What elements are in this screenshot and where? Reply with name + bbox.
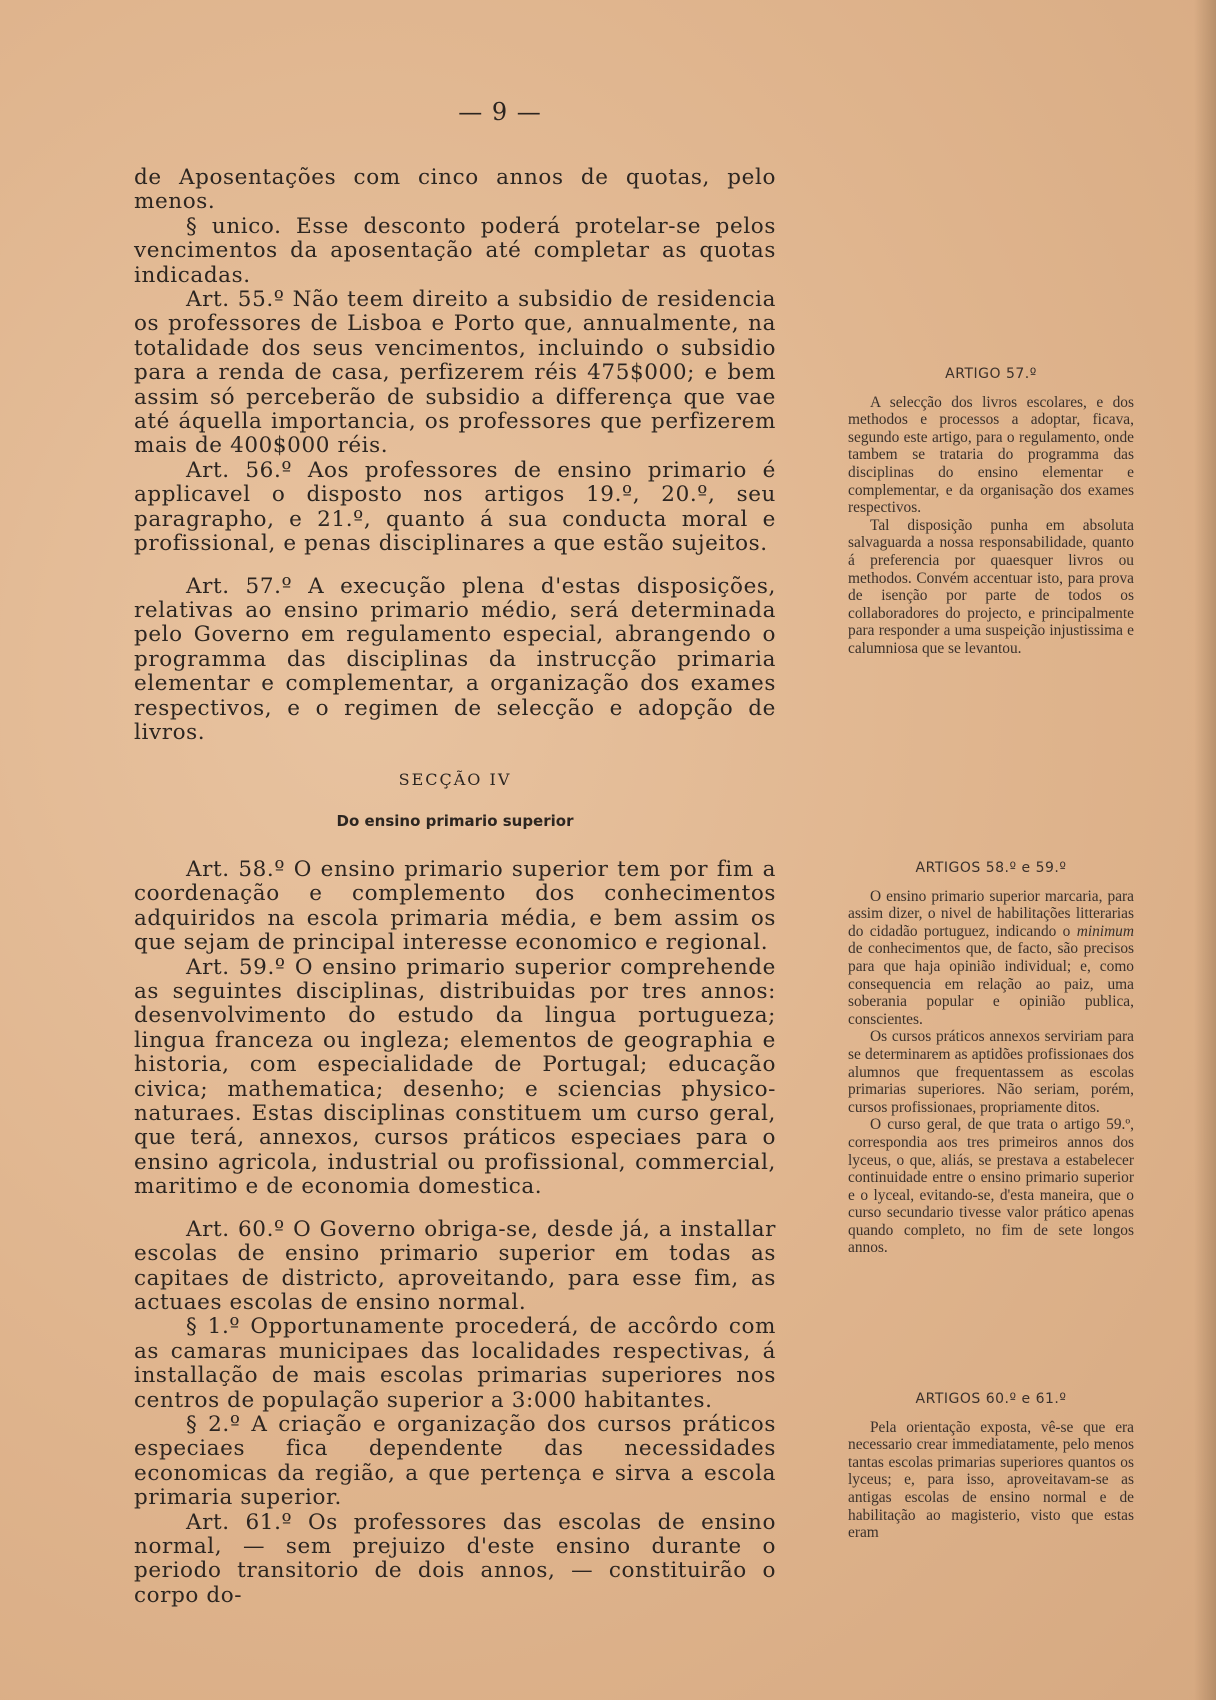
side-note-paragraph: Tal disposição punha em absoluta salvaguarda a nossa responsabilidade, quanto á preferencia por quaesquer livros ou methodos. Convém accentuar isto, para prova de isenção por parte de todos os collaboradores do projecto, e principalmente para responder a uma suspeição injustissima e calumniosa que se levantou. [848, 516, 1134, 657]
side-note-paragraph [848, 888, 1134, 1029]
paragraph-art-59: Art. 59.º O ensino primario superior comprehende as seguintes disciplinas, distribuidas por tres annos: desenvolvimento do estudo da lingua portugueza; lingua franceza ou ingleza; elementos de geographia e historia, com especialidade de Portugal; educação civica; mathematica; desenho; e sciencias physico-naturaes. Estas disciplinas constituem um curso geral, que terá, annexos, cursos práticos especiaes para o ensino agricola, industrial ou profissional, commercial, maritimo e de economia domestica. [134, 954, 776, 1200]
main-text-upper [134, 166, 776, 745]
side-note-paragraph: A selecção dos livros escolares, e dos methodos e processos a adoptar, ficava, segundo este artigo, para o regulamento, onde tambem se trataria do programma das disciplinas do ensino elementar e complementar, e da organisação dos exames respectivos. [848, 393, 1134, 517]
side-note-artigo-57 [848, 366, 1134, 658]
side-note-paragraph: O curso geral, de que trata o artigo 59.º, correspondia aos tres primeiros annos dos lyceus, o que, aliás, se prestava a estabelecer continuidade entre o ensino primario superior e o lyceal, evitando-se, d'esta maneira, que o curso secundario tivesse valor prático apenas quando completo, no fim de sete longos annos. [848, 1116, 1134, 1257]
side-note-artigos-58-59 [848, 860, 1134, 1257]
page-edge-shadow [1194, 0, 1216, 1700]
side-note-paragraph: Pela orientação exposta, vê-se que era necessario crear immediatamente, pelo menos tantas escolas primarias superiores quantos os lyceus; e, para isso, aproveitavam-se as antigas escolas de ensino normal e de habilitação ao magisterio, visto que estas eram [848, 1418, 1134, 1542]
section-subtitle: Do ensino primario superior [336, 812, 574, 830]
paragraph-art-61: Art. 61.º Os professores das escolas de ensino normal, — sem prejuizo d'este ensino durante o periodo transitorio de dois annos, — constituirão o corpo do- [134, 1509, 776, 1608]
paragraph-art-60: Art. 60.º O Governo obriga-se, desde já, a installar escolas de ensino primario superior em todas as capitaes de districto, aproveitando, para esse fim, as actuaes escolas de ensino normal. [134, 1216, 776, 1315]
side-note-text: O ensino primario superior marcaria, para assim dizer, o nivel de habilitações litterarias do cidadão portuguez, indicando o [848, 887, 1134, 940]
paragraph-art-58: Art. 58.º O ensino primario superior tem por fim a coordenação e complemento dos conhecimentos adquiridos na escola primaria média, e bem assim os que sejam de principal interesse economico e regional. [134, 857, 776, 956]
side-note-heading: ARTIGOS 60.º e 61.º [915, 1391, 1067, 1407]
paragraph-unico: § unico. Esse desconto poderá protelar-se pelos vencimentos da aposentação até completar as quotas indicadas. [134, 213, 776, 288]
side-note-italic-term: minimum [1076, 922, 1134, 940]
side-note-artigos-60-61 [848, 1391, 1134, 1542]
paragraph-art-55: Art. 55.º Não teem direito a subsidio de residencia os professores de Lisboa e Porto que, annualmente, na totalidade dos seus vencimentos, incluindo o subsidio para a renda de casa, perfizerem réis 475$000; e bem assim só perceberão de subsidio a differença que vae até áquella importancia, os professores que perfizerem mais de 400$000 réis. [134, 287, 776, 459]
main-text-lower [134, 858, 776, 1608]
section-title: SECÇÃO IV [398, 770, 512, 789]
paragraph-art-56: Art. 56.º Aos professores de ensino primario é applicavel o disposto nos artigos 19.º, 20.º, seu paragrapho, e 21.º, quanto á sua conducta moral e profissional, e penas disciplinares a que estão sujeitos. [134, 457, 776, 557]
page-number: — 9 — [458, 98, 542, 126]
paragraph-continuation: de Aposentações com cinco annos de quotas, pelo menos. [134, 165, 776, 215]
side-note-heading: ARTIGO 57.º [945, 366, 1037, 382]
side-note-text: de conhecimentos que, de facto, são precisos para que haja opinião individual; e, como consequencia em relação ao paiz, uma soberania popular e opinião publica, conscientes. [848, 940, 1134, 1028]
paragraph-art-60-par-1: § 1.º Opportunamente procederá, de accôrdo com as camaras municipaes das localidades respectivas, á installação de mais escolas primarias superiores nos centros de população superior a 3:000 habitantes. [134, 1314, 776, 1413]
paragraph-art-60-par-2: § 2.º A criação e organização dos cursos práticos especiaes fica dependente das necessidades economicas da região, a que pertença e sirva a escola primaria superior. [134, 1411, 776, 1511]
side-note-paragraph: Os cursos práticos annexos serviriam para se determinarem as aptidões profissionaes dos alumnos que frequentassem as escolas primarias superiores. Não seriam, porém, cursos profissionaes, propriamente ditos. [848, 1028, 1134, 1116]
paragraph-art-57: Art. 57.º A execução plena d'estas disposições, relativas ao ensino primario médio, será determinada pelo Governo em regulamento especial, abrangendo o programma das disciplinas da instrucção primaria elementar e complementar, a organização dos exames respectivos, e o regimen de selecção e adopção de livros. [134, 573, 776, 745]
side-note-heading: ARTIGOS 58.º e 59.º [915, 860, 1067, 876]
